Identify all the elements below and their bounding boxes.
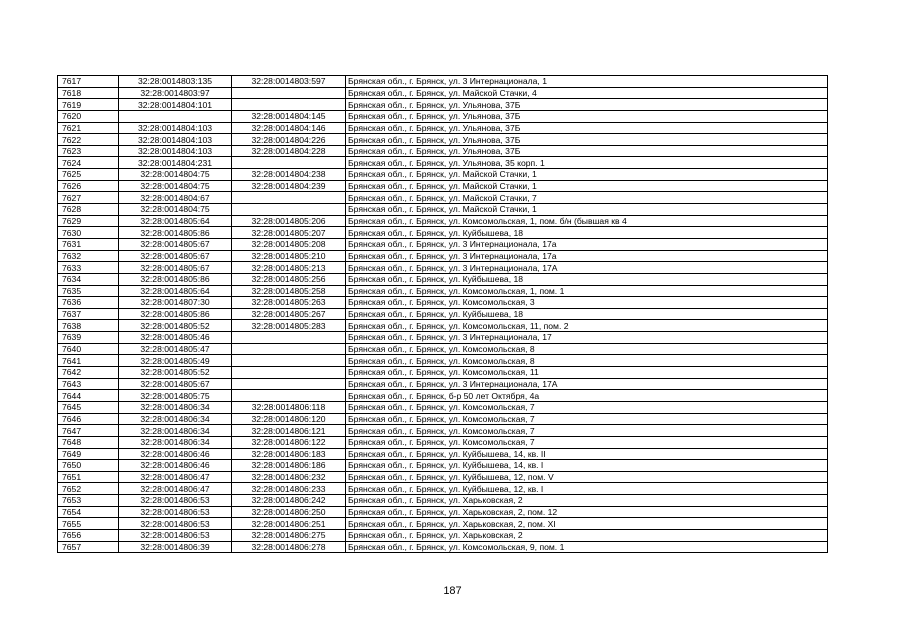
- address-cell: Брянская обл., г. Брянск, ул. Харьковская, 2: [346, 495, 828, 507]
- row-number-cell: 7645: [58, 401, 119, 413]
- row-number-cell: 7628: [58, 204, 119, 216]
- table-row: [58, 355, 828, 367]
- table-row: [58, 448, 828, 460]
- register-table: [57, 75, 828, 553]
- table-row: [58, 238, 828, 250]
- cadastral-number-cell: 32:28:0014804:231: [119, 157, 232, 169]
- row-number-cell: 7629: [58, 215, 119, 227]
- row-number-cell: 7619: [58, 99, 119, 111]
- address-cell: Брянская обл., г. Брянск, ул. Куйбышева, 14, кв. II: [346, 448, 828, 460]
- room-cadastral-number-cell: 32:28:0014806:232: [232, 471, 346, 483]
- room-cadastral-number-cell: [232, 157, 346, 169]
- address-cell: Брянская обл., г. Брянск, ул. Ульянова, 37Б: [346, 134, 828, 146]
- room-cadastral-number-cell: 32:28:0014804:146: [232, 122, 346, 134]
- table-row: [58, 122, 828, 134]
- room-cadastral-number-cell: 32:28:0014806:251: [232, 518, 346, 530]
- table-row: [58, 169, 828, 181]
- cadastral-number-cell: 32:28:0014805:47: [119, 343, 232, 355]
- cadastral-number-cell: 32:28:0014806:34: [119, 401, 232, 413]
- address-cell: Брянская обл., г. Брянск, ул. 3 Интернационала, 17а: [346, 238, 828, 250]
- table-row: [58, 495, 828, 507]
- row-number-cell: 7649: [58, 448, 119, 460]
- address-cell: Брянская обл., г. Брянск, ул. Куйбышева, 18: [346, 273, 828, 285]
- address-cell: Брянская обл., г. Брянск, ул. Ульянова, 37Б: [346, 122, 828, 134]
- address-cell: Брянская обл., г. Брянск, ул. 3 Интернационала, 17: [346, 332, 828, 344]
- table-row: [58, 343, 828, 355]
- address-cell: Брянская обл., г. Брянск, ул. Харьковская, 2: [346, 529, 828, 541]
- table-row: [58, 134, 828, 146]
- address-cell: Брянская обл., г. Брянск, ул. Майской Стачки, 1: [346, 180, 828, 192]
- cadastral-number-cell: 32:28:0014805:49: [119, 355, 232, 367]
- address-cell: Брянская обл., г. Брянск, ул. Комсомольская, 7: [346, 425, 828, 437]
- address-cell: Брянская обл., г. Брянск, ул. Майской Стачки, 4: [346, 87, 828, 99]
- cadastral-number-cell: 32:28:0014805:64: [119, 285, 232, 297]
- address-cell: Брянская обл., г. Брянск, ул. Ульянова, 37Б: [346, 110, 828, 122]
- table-row: [58, 192, 828, 204]
- table-row: [58, 297, 828, 309]
- table-row: [58, 110, 828, 122]
- room-cadastral-number-cell: 32:28:0014805:258: [232, 285, 346, 297]
- cadastral-number-cell: 32:28:0014805:86: [119, 227, 232, 239]
- row-number-cell: 7624: [58, 157, 119, 169]
- cadastral-number-cell: 32:28:0014804:103: [119, 145, 232, 157]
- room-cadastral-number-cell: 32:28:0014806:278: [232, 541, 346, 553]
- address-cell: Брянская обл., г. Брянск, ул. Комсомольская, 9, пом. 1: [346, 541, 828, 553]
- table-row: [58, 471, 828, 483]
- cadastral-number-cell: 32:28:0014804:103: [119, 134, 232, 146]
- register-table-body: [58, 76, 828, 553]
- room-cadastral-number-cell: 32:28:0014805:208: [232, 238, 346, 250]
- table-row: [58, 529, 828, 541]
- table-row: [58, 262, 828, 274]
- address-cell: Брянская обл., г. Брянск, ул. Комсомольская, 3: [346, 297, 828, 309]
- table-row: [58, 436, 828, 448]
- room-cadastral-number-cell: 32:28:0014806:121: [232, 425, 346, 437]
- row-number-cell: 7625: [58, 169, 119, 181]
- table-row: [58, 99, 828, 111]
- room-cadastral-number-cell: [232, 87, 346, 99]
- row-number-cell: 7639: [58, 332, 119, 344]
- table-row: [58, 285, 828, 297]
- room-cadastral-number-cell: 32:28:0014806:233: [232, 483, 346, 495]
- row-number-cell: 7652: [58, 483, 119, 495]
- row-number-cell: 7623: [58, 145, 119, 157]
- table-row: [58, 308, 828, 320]
- cadastral-number-cell: 32:28:0014805:52: [119, 367, 232, 379]
- room-cadastral-number-cell: 32:28:0014805:213: [232, 262, 346, 274]
- room-cadastral-number-cell: 32:28:0014806:120: [232, 413, 346, 425]
- row-number-cell: 7637: [58, 308, 119, 320]
- row-number-cell: 7656: [58, 529, 119, 541]
- address-cell: Брянская обл., г. Брянск, ул. 3 Интернационала, 1: [346, 76, 828, 88]
- cadastral-number-cell: 32:28:0014803:97: [119, 87, 232, 99]
- cadastral-number-cell: 32:28:0014805:67: [119, 378, 232, 390]
- row-number-cell: 7635: [58, 285, 119, 297]
- table-row: [58, 541, 828, 553]
- page-number: 187: [443, 585, 462, 597]
- row-number-cell: 7631: [58, 238, 119, 250]
- room-cadastral-number-cell: 32:28:0014806:183: [232, 448, 346, 460]
- row-number-cell: 7630: [58, 227, 119, 239]
- room-cadastral-number-cell: 32:28:0014806:118: [232, 401, 346, 413]
- row-number-cell: 7626: [58, 180, 119, 192]
- cadastral-number-cell: 32:28:0014805:75: [119, 390, 232, 402]
- cadastral-number-cell: 32:28:0014806:53: [119, 529, 232, 541]
- cadastral-number-cell: 32:28:0014806:53: [119, 518, 232, 530]
- cadastral-number-cell: 32:28:0014806:34: [119, 425, 232, 437]
- room-cadastral-number-cell: 32:28:0014805:210: [232, 250, 346, 262]
- room-cadastral-number-cell: 32:28:0014805:283: [232, 320, 346, 332]
- cadastral-number-cell: 32:28:0014806:46: [119, 448, 232, 460]
- table-row: [58, 227, 828, 239]
- cadastral-number-cell: 32:28:0014804:75: [119, 204, 232, 216]
- room-cadastral-number-cell: [232, 343, 346, 355]
- table-row: [58, 378, 828, 390]
- table-row: [58, 401, 828, 413]
- row-number-cell: 7653: [58, 495, 119, 507]
- address-cell: Брянская обл., г. Брянск, ул. Комсомольская, 1, пом. б/н (бывшая кв 4: [346, 215, 828, 227]
- row-number-cell: 7657: [58, 541, 119, 553]
- row-number-cell: 7636: [58, 297, 119, 309]
- cadastral-number-cell: 32:28:0014806:39: [119, 541, 232, 553]
- cadastral-number-cell: 32:28:0014804:75: [119, 169, 232, 181]
- address-cell: Брянская обл., г. Брянск, ул. Комсомольская, 7: [346, 413, 828, 425]
- room-cadastral-number-cell: [232, 99, 346, 111]
- address-cell: Брянская обл., г. Брянск, ул. Куйбышева, 18: [346, 227, 828, 239]
- cadastral-number-cell: 32:28:0014806:47: [119, 483, 232, 495]
- table-row: [58, 518, 828, 530]
- row-number-cell: 7634: [58, 273, 119, 285]
- row-number-cell: 7644: [58, 390, 119, 402]
- row-number-cell: 7622: [58, 134, 119, 146]
- room-cadastral-number-cell: 32:28:0014806:275: [232, 529, 346, 541]
- row-number-cell: 7633: [58, 262, 119, 274]
- room-cadastral-number-cell: 32:28:0014804:238: [232, 169, 346, 181]
- room-cadastral-number-cell: [232, 378, 346, 390]
- room-cadastral-number-cell: 32:28:0014805:256: [232, 273, 346, 285]
- table-row: [58, 425, 828, 437]
- table-row: [58, 506, 828, 518]
- cadastral-number-cell: 32:28:0014806:47: [119, 471, 232, 483]
- address-cell: Брянская обл., г. Брянск, б-р 50 лет Октября, 4а: [346, 390, 828, 402]
- address-cell: Брянская обл., г. Брянск, ул. Куйбышева, 14, кв. I: [346, 460, 828, 472]
- cadastral-number-cell: 32:28:0014805:64: [119, 215, 232, 227]
- room-cadastral-number-cell: 32:28:0014805:267: [232, 308, 346, 320]
- table-row: [58, 460, 828, 472]
- table-row: [58, 76, 828, 88]
- address-cell: Брянская обл., г. Брянск, ул. Комсомольская, 11: [346, 367, 828, 379]
- room-cadastral-number-cell: 32:28:0014804:226: [232, 134, 346, 146]
- table-row: [58, 483, 828, 495]
- cadastral-number-cell: 32:28:0014805:46: [119, 332, 232, 344]
- table-row: [58, 215, 828, 227]
- address-cell: Брянская обл., г. Брянск, ул. 3 Интернационала, 17А: [346, 262, 828, 274]
- address-cell: Брянская обл., г. Брянск, ул. Майской Стачки, 1: [346, 204, 828, 216]
- table-row: [58, 87, 828, 99]
- address-cell: Брянская обл., г. Брянск, ул. Комсомольская, 8: [346, 355, 828, 367]
- address-cell: Брянская обл., г. Брянск, ул. Комсомольская, 1, пом. 1: [346, 285, 828, 297]
- room-cadastral-number-cell: [232, 390, 346, 402]
- room-cadastral-number-cell: 32:28:0014806:250: [232, 506, 346, 518]
- cadastral-number-cell: 32:28:0014804:75: [119, 180, 232, 192]
- cadastral-number-cell: [119, 110, 232, 122]
- row-number-cell: 7642: [58, 367, 119, 379]
- cadastral-number-cell: 32:28:0014804:67: [119, 192, 232, 204]
- address-cell: Брянская обл., г. Брянск, ул. Комсомольская, 11, пом. 2: [346, 320, 828, 332]
- cadastral-number-cell: 32:28:0014806:53: [119, 506, 232, 518]
- address-cell: Брянская обл., г. Брянск, ул. Харьковская, 2, пом. 12: [346, 506, 828, 518]
- address-cell: Брянская обл., г. Брянск, ул. Ульянова, 37Б: [346, 99, 828, 111]
- row-number-cell: 7627: [58, 192, 119, 204]
- room-cadastral-number-cell: 32:28:0014804:239: [232, 180, 346, 192]
- row-number-cell: 7646: [58, 413, 119, 425]
- cadastral-number-cell: 32:28:0014806:34: [119, 436, 232, 448]
- table-row: [58, 273, 828, 285]
- row-number-cell: 7654: [58, 506, 119, 518]
- address-cell: Брянская обл., г. Брянск, ул. Комсомольская, 7: [346, 401, 828, 413]
- address-cell: Брянская обл., г. Брянск, ул. Куйбышева, 18: [346, 308, 828, 320]
- cadastral-number-cell: 32:28:0014806:34: [119, 413, 232, 425]
- cadastral-number-cell: 32:28:0014805:67: [119, 262, 232, 274]
- room-cadastral-number-cell: [232, 204, 346, 216]
- room-cadastral-number-cell: [232, 367, 346, 379]
- row-number-cell: 7647: [58, 425, 119, 437]
- address-cell: Брянская обл., г. Брянск, ул. Куйбышева, 12, кв. I: [346, 483, 828, 495]
- room-cadastral-number-cell: [232, 192, 346, 204]
- cadastral-number-cell: 32:28:0014807:30: [119, 297, 232, 309]
- cadastral-number-cell: 32:28:0014806:53: [119, 495, 232, 507]
- room-cadastral-number-cell: 32:28:0014806:186: [232, 460, 346, 472]
- cadastral-number-cell: 32:28:0014805:67: [119, 250, 232, 262]
- row-number-cell: 7620: [58, 110, 119, 122]
- table-row: [58, 367, 828, 379]
- row-number-cell: 7651: [58, 471, 119, 483]
- address-cell: Брянская обл., г. Брянск, ул. Майской Стачки, 1: [346, 169, 828, 181]
- cadastral-number-cell: 32:28:0014805:86: [119, 308, 232, 320]
- address-cell: Брянская обл., г. Брянск, ул. Ульянова, 35 корп. 1: [346, 157, 828, 169]
- table-row: [58, 332, 828, 344]
- table-row: [58, 204, 828, 216]
- row-number-cell: 7648: [58, 436, 119, 448]
- room-cadastral-number-cell: 32:28:0014803:597: [232, 76, 346, 88]
- row-number-cell: 7641: [58, 355, 119, 367]
- table-row: [58, 413, 828, 425]
- address-cell: Брянская обл., г. Брянск, ул. Куйбышева, 12, пом. V: [346, 471, 828, 483]
- address-cell: Брянская обл., г. Брянск, ул. Майской Стачки, 7: [346, 192, 828, 204]
- table-row: [58, 390, 828, 402]
- room-cadastral-number-cell: [232, 332, 346, 344]
- room-cadastral-number-cell: 32:28:0014804:228: [232, 145, 346, 157]
- cadastral-number-cell: 32:28:0014804:101: [119, 99, 232, 111]
- row-number-cell: 7650: [58, 460, 119, 472]
- room-cadastral-number-cell: 32:28:0014805:263: [232, 297, 346, 309]
- row-number-cell: 7655: [58, 518, 119, 530]
- room-cadastral-number-cell: 32:28:0014804:145: [232, 110, 346, 122]
- table-row: [58, 180, 828, 192]
- row-number-cell: 7640: [58, 343, 119, 355]
- cadastral-number-cell: 32:28:0014803:135: [119, 76, 232, 88]
- cadastral-number-cell: 32:28:0014804:103: [119, 122, 232, 134]
- room-cadastral-number-cell: 32:28:0014805:207: [232, 227, 346, 239]
- table-row: [58, 250, 828, 262]
- address-cell: Брянская обл., г. Брянск, ул. Ульянова, 37Б: [346, 145, 828, 157]
- row-number-cell: 7632: [58, 250, 119, 262]
- table-row: [58, 320, 828, 332]
- row-number-cell: 7638: [58, 320, 119, 332]
- room-cadastral-number-cell: [232, 355, 346, 367]
- room-cadastral-number-cell: 32:28:0014806:242: [232, 495, 346, 507]
- row-number-cell: 7643: [58, 378, 119, 390]
- row-number-cell: 7617: [58, 76, 119, 88]
- cadastral-number-cell: 32:28:0014806:46: [119, 460, 232, 472]
- row-number-cell: 7621: [58, 122, 119, 134]
- table-row: [58, 145, 828, 157]
- address-cell: Брянская обл., г. Брянск, ул. Комсомольская, 7: [346, 436, 828, 448]
- row-number-cell: 7618: [58, 87, 119, 99]
- cadastral-number-cell: 32:28:0014805:52: [119, 320, 232, 332]
- address-cell: Брянская обл., г. Брянск, ул. Харьковская, 2, пом. XI: [346, 518, 828, 530]
- table-row: [58, 157, 828, 169]
- cadastral-number-cell: 32:28:0014805:67: [119, 238, 232, 250]
- address-cell: Брянская обл., г. Брянск, ул. 3 Интернационала, 17А: [346, 378, 828, 390]
- room-cadastral-number-cell: 32:28:0014806:122: [232, 436, 346, 448]
- room-cadastral-number-cell: 32:28:0014805:206: [232, 215, 346, 227]
- cadastral-number-cell: 32:28:0014805:86: [119, 273, 232, 285]
- address-cell: Брянская обл., г. Брянск, ул. Комсомольская, 8: [346, 343, 828, 355]
- address-cell: Брянская обл., г. Брянск, ул. 3 Интернационала, 17а: [346, 250, 828, 262]
